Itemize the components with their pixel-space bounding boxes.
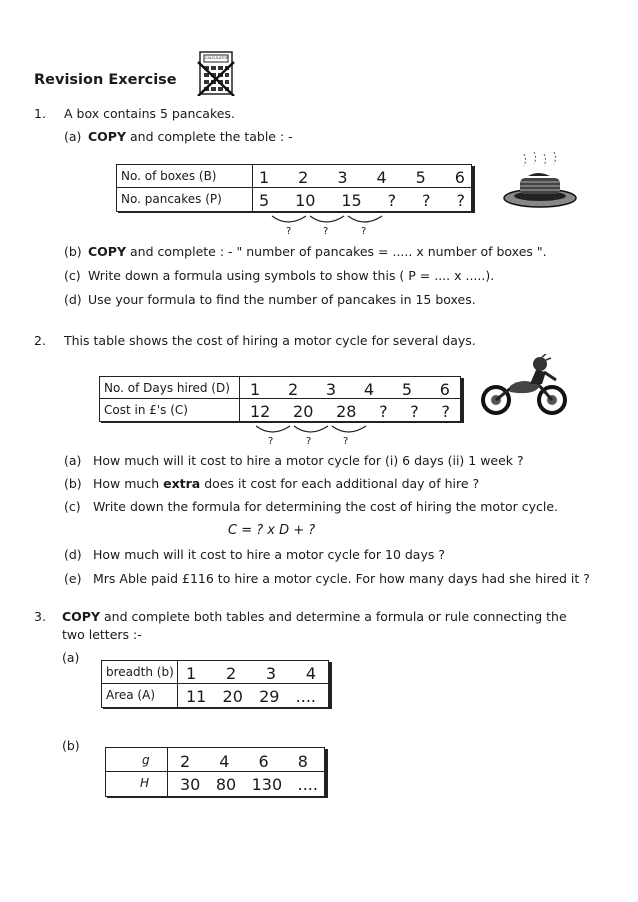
calculator-display-text: CALCULATOR (205, 56, 229, 60)
q3-instruction: and complete both tables and determine a formula or rule connecting the (104, 609, 567, 624)
motorcycle-icon (480, 354, 570, 416)
table-cell: 11 (186, 687, 207, 706)
q2e-label: (e) (64, 571, 82, 586)
q3b-row1-label: g (142, 753, 150, 767)
table-cell: 1 (186, 664, 197, 683)
table-cell: 20 (222, 687, 243, 706)
q3b-row2-label: H (140, 776, 150, 790)
q2e-text: Mrs Able paid £116 to hire a motor cycle. For how many days had she hired it ? (93, 571, 590, 586)
q3b-table-shadow-bottom (107, 796, 328, 798)
q1b-label: (b) (64, 244, 82, 259)
table-cell: ? (387, 191, 397, 210)
table-cell: 130 (251, 775, 283, 794)
table-cell: 2 (298, 168, 309, 187)
q2b-text (93, 476, 479, 492)
q2d-label: (d) (64, 547, 82, 562)
q1c-label: (c) (64, 268, 81, 283)
q3-text-line1 (62, 609, 567, 625)
table-cell: 4 (376, 168, 387, 187)
table-cell: 28 (336, 402, 357, 421)
no-calculator-icon (196, 50, 236, 96)
q1-row1-label: No. of boxes (B) (121, 169, 217, 183)
q2-row1-label: No. of Days hired (D) (104, 381, 230, 395)
q1-row2-label: No. pancakes (P) (121, 192, 222, 206)
q1d-text: Use your formula to find the number of pancakes in 15 boxes. (88, 292, 476, 307)
q2-intro: This table shows the cost of hiring a motor cycle for several days. (64, 333, 476, 348)
table-cell: 6 (258, 752, 269, 771)
table-cell: 4 (219, 752, 230, 771)
q1a-instruction: and complete the table : - (130, 129, 293, 144)
q1a-label: (a) (64, 129, 82, 144)
q1-number: 1. (34, 106, 46, 121)
q2b-label: (b) (64, 476, 82, 491)
q2d-text: How much will it cost to hire a motor cycle for 10 days ? (93, 547, 445, 562)
q3a-table-row-divider (102, 683, 328, 684)
q3a-table-col-divider (177, 661, 178, 707)
q3b-table-shadow (325, 749, 328, 797)
table-cell: 4 (363, 380, 375, 399)
q3b-table-row-divider (106, 771, 324, 772)
table-cell: ? (422, 191, 431, 210)
q3a-row2-values (186, 687, 316, 706)
table-cell: 80 (215, 775, 237, 794)
table-cell: 1 (250, 380, 261, 399)
q2-arc-mark: ? (306, 436, 312, 447)
table-cell: 3 (325, 380, 337, 399)
q1-table-shadow (472, 166, 475, 212)
q2b-bold: extra (163, 476, 201, 491)
q2-table (99, 376, 461, 422)
table-cell: ? (410, 402, 419, 421)
q1-arc-mark: ? (286, 226, 292, 237)
page-title: Revision Exercise (34, 72, 177, 88)
q2c-text: Write down the formula for determining the cost of hiring the motor cycle. (93, 499, 559, 514)
table-cell: 6 (439, 380, 450, 399)
q1-arc-mark: ? (361, 226, 367, 237)
q1b-instruction: and complete : - " number of pancakes = ..... x number of boxes ". (130, 244, 547, 259)
q1c-text: Write down a formula using symbols to show this ( P = .... x .....). (88, 268, 495, 283)
q3-bold: COPY (62, 609, 101, 624)
q1-table-row-divider (117, 187, 471, 188)
q3a-row2-label: Area (A) (106, 688, 156, 702)
table-cell: 10 (295, 191, 316, 210)
q1b-text (88, 244, 547, 260)
q3a-table-shadow-bottom (103, 707, 332, 709)
table-cell: 30 (180, 775, 201, 794)
table-cell: 5 (259, 191, 270, 210)
q2-table-shadow (461, 378, 464, 422)
q1-row2-values (259, 191, 465, 210)
q3a-row1-values (186, 664, 316, 683)
q3-number: 3. (34, 609, 46, 624)
table-cell: ? (456, 191, 465, 210)
q3-text-line2: two letters :- (62, 627, 142, 642)
table-cell: 3 (337, 168, 348, 187)
q3a-table (101, 660, 329, 708)
table-cell: ? (441, 402, 450, 421)
q2a-label: (a) (64, 453, 82, 468)
table-cell: 3 (265, 664, 277, 683)
q2b-post: does it cost for each additional day of hire ? (204, 476, 480, 491)
table-cell: 2 (180, 752, 191, 771)
q2-number: 2. (34, 333, 46, 348)
q1-arc-mark: ? (323, 226, 329, 237)
pancake-stack-icon (500, 150, 578, 212)
q1-row1-values (259, 168, 465, 187)
table-cell: 2 (225, 664, 237, 683)
table-cell: 12 (250, 402, 271, 421)
q1-intro: A box contains 5 pancakes. (64, 106, 235, 121)
q3b-label: (b) (62, 738, 80, 753)
q2a-text: How much will it cost to hire a motor cycle for (i) 6 days (ii) 1 week ? (93, 453, 524, 468)
q3b-row2-values (180, 775, 318, 794)
table-cell: 6 (454, 168, 465, 187)
q1-table-col-divider (252, 165, 253, 211)
q2-formula: C = ? x D + ? (228, 523, 316, 538)
table-cell: 1 (259, 168, 270, 187)
q3b-table (105, 747, 325, 797)
q3b-table-col-divider (167, 748, 168, 796)
q2-row2-values (250, 402, 450, 421)
table-cell: 15 (341, 191, 362, 210)
table-cell: 20 (293, 402, 314, 421)
q1b-bold: COPY (88, 244, 127, 259)
table-cell: 5 (415, 168, 426, 187)
q1-table (116, 164, 472, 212)
q3b-row1-values (180, 752, 308, 771)
q2-arc-mark: ? (343, 436, 349, 447)
table-cell: 2 (287, 380, 299, 399)
q3a-row1-label: breadth (b) (106, 665, 174, 679)
table-cell: 8 (297, 752, 308, 771)
q2b-pre: How much (93, 476, 160, 491)
q2-arc-mark: ? (268, 436, 274, 447)
q3a-table-shadow (329, 662, 332, 708)
table-cell: .... (295, 687, 316, 706)
q2-row2-label: Cost in £'s (C) (104, 403, 188, 417)
table-cell: 5 (401, 380, 412, 399)
table-cell: 4 (305, 664, 316, 683)
q1d-label: (d) (64, 292, 82, 307)
table-cell: 29 (259, 687, 280, 706)
q3a-label: (a) (62, 650, 80, 665)
table-cell: .... (297, 775, 318, 794)
q2-table-col-divider (239, 377, 240, 421)
q2c-label: (c) (64, 499, 81, 514)
table-cell: ? (379, 402, 388, 421)
q2-row1-values (250, 380, 450, 399)
q1a-bold: COPY (88, 129, 127, 144)
q1a-text (88, 129, 293, 145)
